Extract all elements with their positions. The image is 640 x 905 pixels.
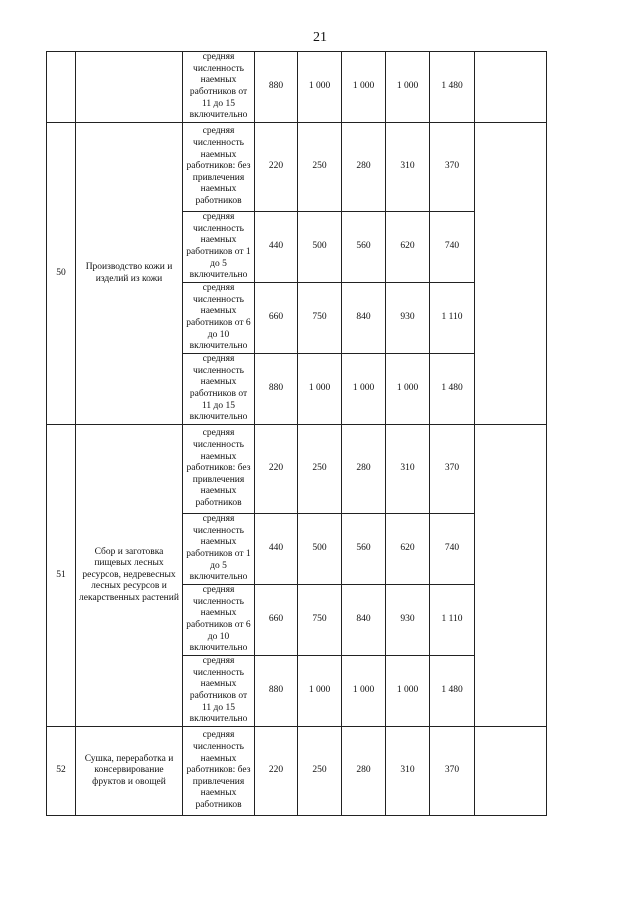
criterion-cell: средняя численность наемных работников: без привлечения наемных работников: [183, 727, 255, 816]
value-cell: 1 480: [430, 656, 475, 727]
row-number-cell: [47, 52, 76, 123]
value-cell: 220: [255, 425, 298, 514]
criterion-cell: средняя численность наемных работников от 1 до 5 включительно: [183, 212, 255, 283]
value-cell: 310: [386, 425, 430, 514]
value-cell: 500: [298, 514, 342, 585]
value-cell: 250: [298, 425, 342, 514]
criterion-cell: средняя численность наемных работников: без привлечения наемных работников: [183, 123, 255, 212]
criterion-cell: средняя численность наемных работников: без привлечения наемных работников: [183, 425, 255, 514]
value-cell: 1 000: [342, 354, 386, 425]
value-cell: 620: [386, 514, 430, 585]
value-cell: 660: [255, 283, 298, 354]
activity-name-cell: Сушка, переработка и консервирование фруктов и овощей: [76, 727, 183, 816]
table-row: [47, 425, 547, 514]
criterion-cell: средняя численность наемных работников от 11 до 15 включительно: [183, 52, 255, 123]
value-cell: 310: [386, 727, 430, 816]
tax-table: [46, 51, 547, 816]
value-cell: 750: [298, 283, 342, 354]
value-cell: 1 000: [342, 656, 386, 727]
row-number-cell: 52: [47, 727, 76, 816]
value-cell: 250: [298, 727, 342, 816]
value-cell: 500: [298, 212, 342, 283]
table-row: [47, 52, 547, 123]
value-cell: 840: [342, 283, 386, 354]
value-cell: 930: [386, 585, 430, 656]
value-cell: 370: [430, 425, 475, 514]
value-cell: 280: [342, 123, 386, 212]
value-cell: 220: [255, 123, 298, 212]
value-cell: 880: [255, 354, 298, 425]
value-cell: 1 480: [430, 52, 475, 123]
value-cell: 1 110: [430, 283, 475, 354]
value-cell: 250: [298, 123, 342, 212]
value-cell: 930: [386, 283, 430, 354]
table-row: [47, 727, 547, 816]
value-cell: 1 000: [386, 656, 430, 727]
value-cell: 1 000: [386, 52, 430, 123]
value-cell: 880: [255, 52, 298, 123]
table-row: [47, 123, 547, 212]
value-cell: 1 000: [298, 354, 342, 425]
value-cell: 1 480: [430, 354, 475, 425]
value-cell: 1 000: [298, 52, 342, 123]
value-cell: 560: [342, 514, 386, 585]
value-cell: 440: [255, 514, 298, 585]
empty-cell: [475, 123, 547, 425]
value-cell: 370: [430, 727, 475, 816]
value-cell: 280: [342, 425, 386, 514]
page-number: 21: [313, 30, 327, 45]
row-number-cell: 50: [47, 123, 76, 425]
empty-cell: [475, 52, 547, 123]
value-cell: 220: [255, 727, 298, 816]
value-cell: 620: [386, 212, 430, 283]
criterion-cell: средняя численность наемных работников от 6 до 10 включительно: [183, 283, 255, 354]
value-cell: 880: [255, 656, 298, 727]
activity-name-cell: Производство кожи и изделий из кожи: [76, 123, 183, 425]
value-cell: 310: [386, 123, 430, 212]
criterion-cell: средняя численность наемных работников от 11 до 15 включительно: [183, 354, 255, 425]
value-cell: 1 000: [298, 656, 342, 727]
value-cell: 280: [342, 727, 386, 816]
empty-cell: [475, 425, 547, 727]
value-cell: 1 000: [342, 52, 386, 123]
value-cell: 560: [342, 212, 386, 283]
value-cell: 750: [298, 585, 342, 656]
value-cell: 370: [430, 123, 475, 212]
activity-name-cell: [76, 52, 183, 123]
empty-cell: [475, 727, 547, 816]
value-cell: 660: [255, 585, 298, 656]
row-number-cell: 51: [47, 425, 76, 727]
activity-name-cell: Сбор и заготовка пищевых лесных ресурсов, недревесных лесных ресурсов и лекарственных растений: [76, 425, 183, 727]
criterion-cell: средняя численность наемных работников от 1 до 5 включительно: [183, 514, 255, 585]
value-cell: 840: [342, 585, 386, 656]
value-cell: 740: [430, 514, 475, 585]
value-cell: 1 000: [386, 354, 430, 425]
value-cell: 1 110: [430, 585, 475, 656]
criterion-cell: средняя численность наемных работников от 11 до 15 включительно: [183, 656, 255, 727]
value-cell: 440: [255, 212, 298, 283]
value-cell: 740: [430, 212, 475, 283]
criterion-cell: средняя численность наемных работников от 6 до 10 включительно: [183, 585, 255, 656]
